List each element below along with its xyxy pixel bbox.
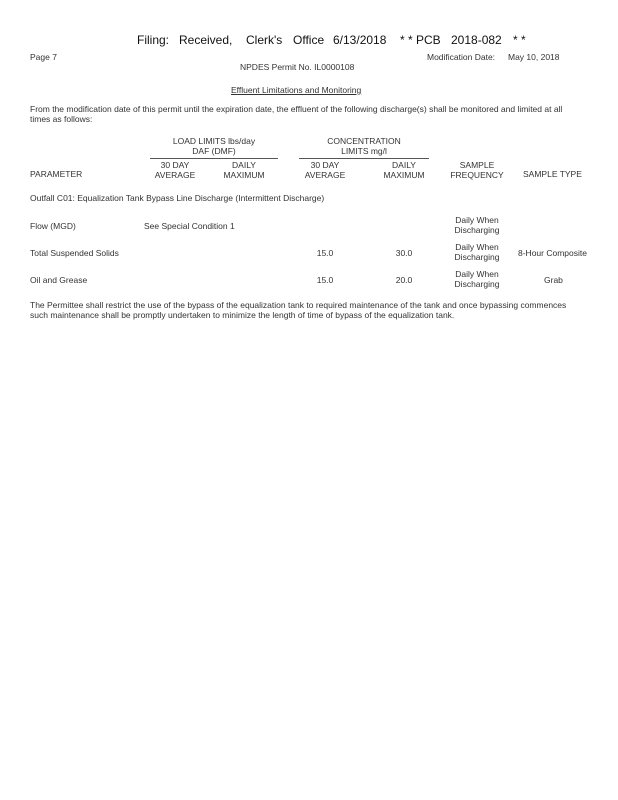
stamp-pcb-end: * * <box>513 33 526 47</box>
stamp-office: Office <box>293 33 325 47</box>
permit-number: NPDES Permit No. IL0000108 <box>240 62 355 72</box>
col-conc-daily <box>378 160 430 180</box>
stamp-received: Received, <box>179 33 233 47</box>
intro-paragraph: From the modification date of this permit until the expiration date, the effluent of the following discharge(s) shall be monitored and limited at all times as follows: <box>30 104 563 124</box>
table-row-conc-daily: 20.0 <box>395 275 413 285</box>
section-title: Effluent Limitations and Monitoring <box>231 85 362 95</box>
concentration-header <box>299 136 429 156</box>
outfall-label: Outfall C01: Equalization Tank Bypass Line Discharge (Intermittent Discharge) <box>30 193 325 203</box>
col-conc-30day <box>300 160 350 180</box>
bypass-paragraph: The Permittee shall restrict the use of the bypass of the equalization tank to required maintenance of the tank and once bypassing commences such maintenance shall be promptly undertaken to minimize the length of time of bypass of the equalization tank. <box>30 300 567 320</box>
load-limits-line1: LOAD LIMITS lbs/day <box>172 136 256 146</box>
col-sample-frequency <box>446 160 508 180</box>
table-row-parameter: Total Suspended Solids <box>30 248 119 258</box>
col-load-daily <box>218 160 270 180</box>
frequency-line1: Daily When <box>455 215 499 225</box>
page-number: Page 7 <box>30 52 57 62</box>
col-load-30day-l1: 30 DAY <box>160 160 190 170</box>
table-row-frequency <box>446 242 508 262</box>
table-row-sample-type: Grab <box>544 275 563 285</box>
stamp-pcb: * * PCB <box>400 33 441 47</box>
table-row-conc-30day: 15.0 <box>316 275 334 285</box>
modification-date: May 10, 2018 <box>508 52 560 62</box>
frequency-line2: Discharging <box>454 225 500 235</box>
load-limits-line2: DAF (DMF) <box>192 146 236 156</box>
frequency-line1: Daily When <box>455 269 499 279</box>
col-conc-daily-l1: DAILY <box>392 160 416 170</box>
concentration-rule <box>299 158 429 159</box>
col-load-30day <box>150 160 200 180</box>
col-sample-type: SAMPLE TYPE <box>523 169 582 179</box>
concentration-line2: LIMITS mg/l <box>341 146 387 156</box>
stamp-date: 6/13/2018 <box>333 33 387 47</box>
col-conc-30day-l2: AVERAGE <box>304 170 346 180</box>
col-sample-frequency-l2: FREQUENCY <box>450 170 504 180</box>
stamp-filing: Filing: <box>137 33 170 47</box>
frequency-line2: Discharging <box>454 252 500 262</box>
stamp-pcb-number: 2018-082 <box>451 33 502 47</box>
col-conc-daily-l2: MAXIMUM <box>383 170 425 180</box>
col-parameter: PARAMETER <box>30 169 83 179</box>
concentration-line1: CONCENTRATION <box>327 136 401 146</box>
col-load-30day-l2: AVERAGE <box>154 170 196 180</box>
modification-label: Modification Date: <box>427 52 496 62</box>
frequency-line1: Daily When <box>455 242 499 252</box>
col-sample-frequency-l1: SAMPLE <box>459 160 495 170</box>
table-row-frequency <box>446 215 508 235</box>
table-row-frequency <box>446 269 508 289</box>
stamp-clerks: Clerk's <box>246 33 283 47</box>
col-conc-30day-l1: 30 DAY <box>310 160 340 170</box>
table-row-parameter: Flow (MGD) <box>30 221 76 231</box>
load-limits-header <box>150 136 278 156</box>
table-row-conc-daily: 30.0 <box>395 248 413 258</box>
col-load-daily-l2: MAXIMUM <box>223 170 265 180</box>
table-row-sample-type: 8-Hour Composite <box>518 248 587 258</box>
col-load-daily-l1: DAILY <box>232 160 256 170</box>
load-limits-rule <box>150 158 278 159</box>
table-row-note: See Special Condition 1 <box>144 221 235 231</box>
frequency-line2: Discharging <box>454 279 500 289</box>
table-row-conc-30day: 15.0 <box>316 248 334 258</box>
table-row-parameter: Oil and Grease <box>30 275 88 285</box>
